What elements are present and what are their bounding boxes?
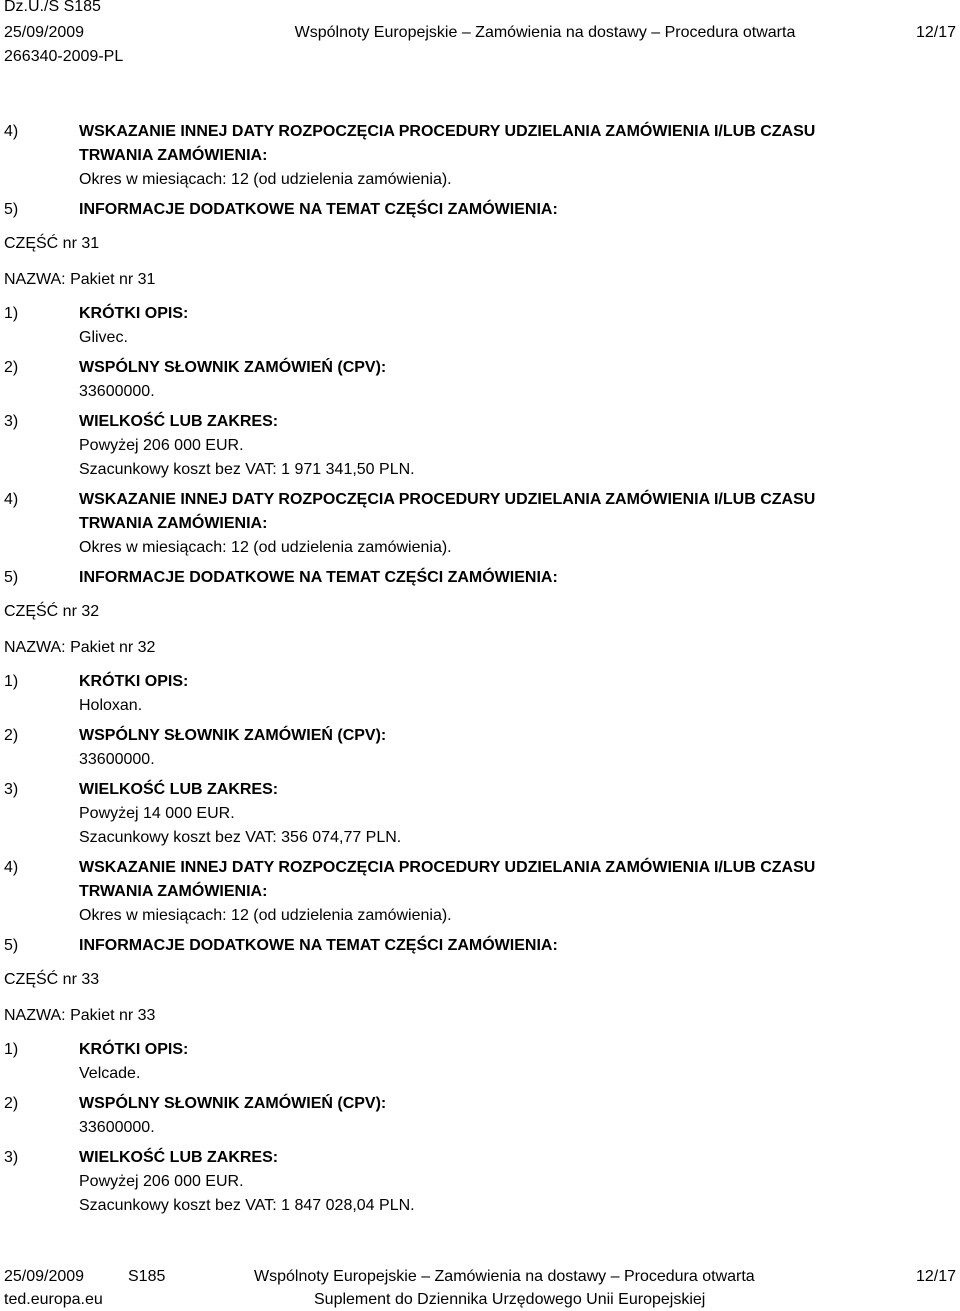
item-number: 1) <box>4 1041 19 1058</box>
item-5 <box>4 566 954 590</box>
document-body <box>4 120 954 1218</box>
item-number: 3) <box>4 781 19 798</box>
item-1 <box>4 1038 954 1062</box>
part-label: CZĘŚĆ nr 31 <box>4 235 100 252</box>
item-value: Szacunkowy koszt bez VAT: 1 847 028,04 PLN. <box>79 1197 415 1214</box>
item-value: Okres w miesiącach: 12 (od udzielenia zamówienia). <box>79 171 452 188</box>
item-value: Okres w miesiącach: 12 (od udzielenia zamówienia). <box>79 539 452 556</box>
item-2 <box>4 1092 954 1116</box>
item-heading: WSPÓLNY SŁOWNIK ZAMÓWIEŃ (CPV): <box>79 1095 387 1112</box>
header-date: 25/09/2009 <box>4 24 85 41</box>
item-number: 5) <box>4 569 19 586</box>
item-value: 33600000. <box>79 1119 155 1136</box>
footer-date: 25/09/2009 <box>4 1268 85 1285</box>
item-number: 2) <box>4 359 19 376</box>
item-heading: WSKAZANIE INNEJ DATY ROZPOCZĘCIA PROCEDURY UDZIELANIA ZAMÓWIENIA I/LUB CZASU <box>79 123 816 140</box>
footer-series: S185 <box>128 1268 166 1285</box>
item-3 <box>4 1146 954 1170</box>
item-heading: WSPÓLNY SŁOWNIK ZAMÓWIEŃ (CPV): <box>79 359 387 376</box>
item-heading: INFORMACJE DODATKOWE NA TEMAT CZĘŚCI ZAMÓWIENIA: <box>79 569 558 586</box>
item-value: Okres w miesiącach: 12 (od udzielenia zamówienia). <box>79 907 452 924</box>
item-heading-cont: TRWANIA ZAMÓWIENIA: <box>79 147 268 164</box>
item-value: Velcade. <box>79 1065 141 1082</box>
item-heading: KRÓTKI OPIS: <box>79 305 189 322</box>
name-label: NAZWA: Pakiet nr 32 <box>4 639 156 656</box>
item-heading: WSPÓLNY SŁOWNIK ZAMÓWIEŃ (CPV): <box>79 727 387 744</box>
item-value: Powyżej 206 000 EUR. <box>79 437 244 454</box>
item-heading: INFORMACJE DODATKOWE NA TEMAT CZĘŚCI ZAMÓWIENIA: <box>79 937 558 954</box>
item-number: 4) <box>4 491 19 508</box>
item-number: 5) <box>4 201 19 218</box>
item-heading: KRÓTKI OPIS: <box>79 673 189 690</box>
item-heading: WIELKOŚĆ LUB ZAKRES: <box>79 413 279 430</box>
item-heading: INFORMACJE DODATKOWE NA TEMAT CZĘŚCI ZAMÓWIENIA: <box>79 201 558 218</box>
notice-id: 266340-2009-PL <box>4 48 124 65</box>
item-value: Glivec. <box>79 329 128 346</box>
part-label: CZĘŚĆ nr 33 <box>4 971 100 988</box>
item-number: 1) <box>4 305 19 322</box>
header-title: Wspólnoty Europejskie – Zamówienia na dostawy – Procedura otwarta <box>294 24 796 41</box>
item-4 <box>4 488 954 512</box>
name-label: NAZWA: Pakiet nr 33 <box>4 1007 156 1024</box>
item-2 <box>4 724 954 748</box>
footer-page: 12/17 <box>915 1268 956 1285</box>
item-4 <box>4 120 954 144</box>
item-number: 1) <box>4 673 19 690</box>
item-number: 3) <box>4 1149 19 1166</box>
item-2 <box>4 356 954 380</box>
item-heading: WIELKOŚĆ LUB ZAKRES: <box>79 1149 279 1166</box>
item-value: 33600000. <box>79 751 155 768</box>
item-value: Powyżej 206 000 EUR. <box>79 1173 244 1190</box>
item-number: 4) <box>4 859 19 876</box>
item-1 <box>4 670 954 694</box>
footer-supplement: Suplement do Dziennika Urzędowego Unii Europejskiej <box>314 1291 706 1308</box>
item-number: 5) <box>4 937 19 954</box>
item-value: Powyżej 14 000 EUR. <box>79 805 235 822</box>
item-value: Holoxan. <box>79 697 143 714</box>
item-3 <box>4 410 954 434</box>
item-number: 2) <box>4 727 19 744</box>
item-1 <box>4 302 954 326</box>
item-heading-cont: TRWANIA ZAMÓWIENIA: <box>79 515 268 532</box>
item-3 <box>4 778 954 802</box>
item-value: Szacunkowy koszt bez VAT: 356 074,77 PLN. <box>79 829 402 846</box>
journal-ref: Dz.U./S S185 <box>4 0 101 15</box>
item-heading: WSKAZANIE INNEJ DATY ROZPOCZĘCIA PROCEDURY UDZIELANIA ZAMÓWIENIA I/LUB CZASU <box>79 491 816 508</box>
item-5 <box>4 198 954 222</box>
item-value: Szacunkowy koszt bez VAT: 1 971 341,50 PLN. <box>79 461 415 478</box>
name-label: NAZWA: Pakiet nr 31 <box>4 271 156 288</box>
item-number: 4) <box>4 123 19 140</box>
item-number: 2) <box>4 1095 19 1112</box>
footer-site-link[interactable]: ted.europa.eu <box>4 1291 103 1308</box>
item-4 <box>4 856 954 880</box>
item-number: 3) <box>4 413 19 430</box>
footer-title: Wspólnoty Europejskie – Zamówienia na dostawy – Procedura otwarta <box>254 1268 755 1285</box>
header-page: 12/17 <box>915 24 956 41</box>
item-heading: WSKAZANIE INNEJ DATY ROZPOCZĘCIA PROCEDURY UDZIELANIA ZAMÓWIENIA I/LUB CZASU <box>79 859 816 876</box>
item-value: 33600000. <box>79 383 155 400</box>
item-5 <box>4 934 954 958</box>
item-heading-cont: TRWANIA ZAMÓWIENIA: <box>79 883 268 900</box>
part-label: CZĘŚĆ nr 32 <box>4 603 100 620</box>
item-heading: WIELKOŚĆ LUB ZAKRES: <box>79 781 279 798</box>
item-heading: KRÓTKI OPIS: <box>79 1041 189 1058</box>
